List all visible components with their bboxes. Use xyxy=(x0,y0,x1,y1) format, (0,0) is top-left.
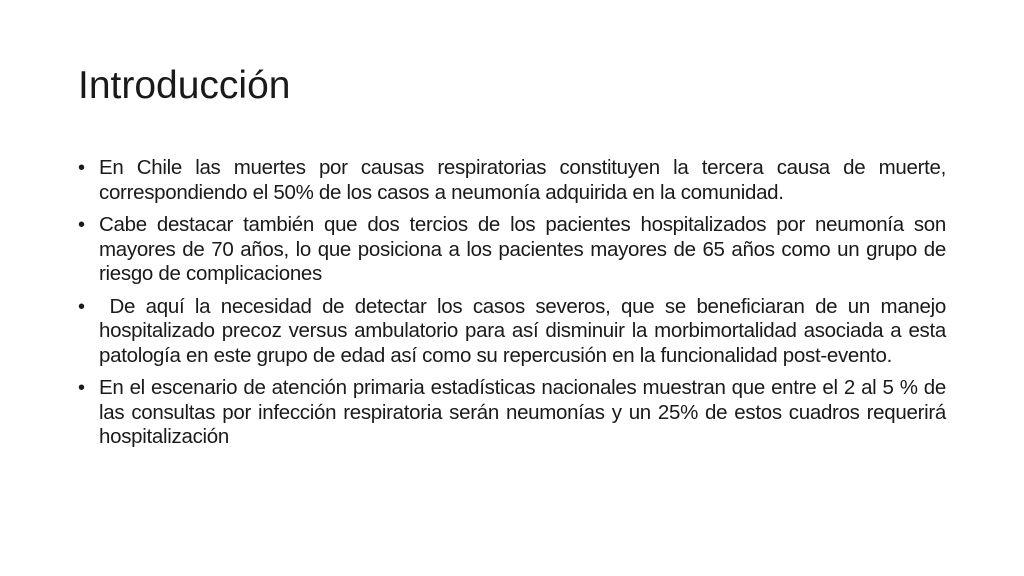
slide-title: Introducción xyxy=(78,64,291,107)
bullet-text: En Chile las muertes por causas respiratorias constituyen la tercera causa de muerte, correspondiendo el 50% de los casos a neumonía adquirida en la comunidad. xyxy=(99,156,946,204)
bullet-item xyxy=(78,156,946,205)
bullet-text: En el escenario de atención primaria estadísticas nacionales muestran que entre el 2 al 5 % de las consultas por infección respiratoria serán neumonías y un 25% de estos cuadros requerirá hospitalización xyxy=(99,376,946,448)
bullet-marker: • xyxy=(78,377,85,399)
bullet-text: De aquí la necesidad de detectar los casos severos, que se beneficiaran de un manejo hospitalizado precoz versus ambulatorio para así disminuir la morbimortalidad asociada a esta patología en este grupo de edad así como su repercusión en la funcionalidad post-evento. xyxy=(99,294,952,367)
bullet-text: Cabe destacar también que dos tercios de los pacientes hospitalizados por neumonía son mayores de 70 años, lo que posiciona a los pacientes mayores de 65 años como un grupo de riesgo de complicaciones xyxy=(99,213,946,285)
bullet-marker: • xyxy=(78,214,85,236)
bullet-item xyxy=(78,213,946,287)
bullet-item xyxy=(78,376,946,450)
bullet-marker: • xyxy=(78,295,85,318)
bullet-list xyxy=(78,156,952,458)
bullet-item xyxy=(78,294,952,369)
bullet-marker: • xyxy=(78,157,85,179)
